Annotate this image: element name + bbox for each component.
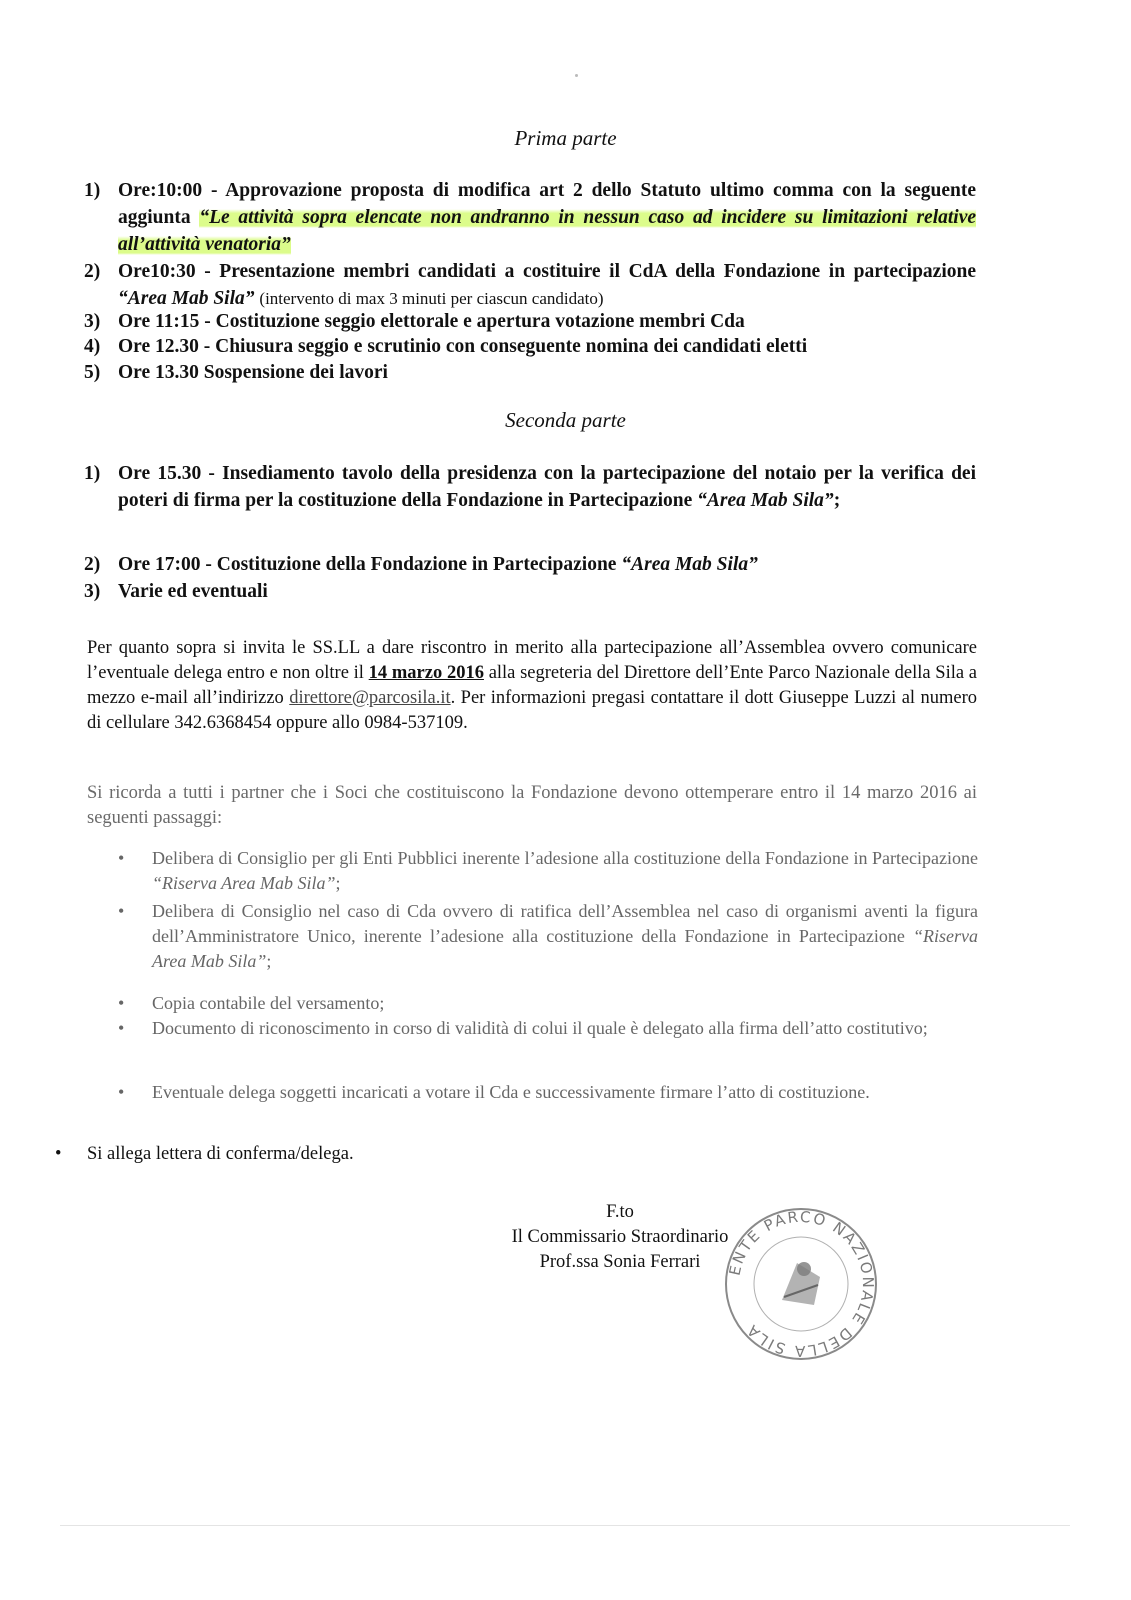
list-item: • Delibera di Consiglio nel caso di Cda ovvero di ratifica dell’Assemblea nel caso di organismi aventi la figura dell’Amministratore Unico, inerente l’adesione alla costituzione della Fondazione in Partecipazione “Riserva Area Mab Sila”; xyxy=(118,901,979,971)
highlighted-quote: “Le attività sopra elencate non andranno in nessun caso ad incidere su limitazioni relative all’attività venatoria” xyxy=(118,207,977,255)
signature-block xyxy=(480,1200,760,1275)
item-text: - Approvazione proposta di modifica art 2 dello Statuto ultimo comma con la seguente aggiunta xyxy=(118,180,976,228)
item-number: 4) xyxy=(84,336,101,357)
section-heading-prima: Prima parte xyxy=(514,126,617,150)
item-time: Ore:10:00 xyxy=(118,180,203,201)
bullet-dot: • xyxy=(118,993,125,1013)
item-tail: ; xyxy=(833,490,841,511)
item-text: - Presentazione membri candidati a costituire il CdA della Fondazione in partecipazione xyxy=(204,261,977,282)
item-text: Ore 13.30 Sospensione dei lavori xyxy=(118,362,388,383)
item-number: 1) xyxy=(84,180,101,201)
item-number: 2) xyxy=(84,261,101,282)
fondazione-name: “Area Mab Sila” xyxy=(118,288,255,309)
scan-speck xyxy=(575,74,578,77)
item-note: (intervento di max 3 minuti per ciascun candidato) xyxy=(259,289,604,308)
item-number: 3) xyxy=(84,311,101,332)
svg-text:ENTE PARCO NAZIONALE DELLA SIL: ENTE PARCO NAZIONALE DELLA SILA xyxy=(725,1207,878,1361)
section-heading-seconda: Seconda parte xyxy=(505,408,626,432)
list-item: • Documento di riconoscimento in corso di validità di colui il quale è delegato alla firma dell’atto costitutivo; xyxy=(118,1016,978,1041)
signature-name: Prof.ssa Sonia Ferrari xyxy=(539,1252,701,1272)
item-text: Varie ed eventuali xyxy=(118,581,268,602)
signature-fto: F.to xyxy=(606,1202,634,1222)
fondazione-name: “Area Mab Sila” xyxy=(621,554,758,575)
agenda-item-s2-2 xyxy=(84,551,976,578)
bullet-dot: • xyxy=(55,1144,62,1164)
item-time: Ore10:30 xyxy=(118,261,196,282)
bullet-dot: • xyxy=(118,848,125,868)
item-number: 3) xyxy=(84,581,101,602)
official-stamp xyxy=(722,1205,880,1363)
agenda-item-1 xyxy=(84,177,976,258)
item-text: Ore 12.30 - Chiusura seggio e scrutinio con conseguente nomina dei candidati eletti xyxy=(118,336,808,357)
list-item: • Eventuale delega soggetti incaricati a votare il Cda e successivamente firmare l’atto di costituzione. xyxy=(118,1080,978,1105)
agenda-item-4 xyxy=(84,333,976,360)
item-number: 5) xyxy=(84,362,101,383)
email-link[interactable]: direttore@parcosila.it xyxy=(289,688,451,708)
signature-role: Il Commissario Straordinario xyxy=(511,1227,729,1247)
bullet-dot: • xyxy=(118,901,125,921)
reminder-intro: Si ricorda a tutti i partner che i Soci che costituiscono la Fondazione devono ottemperare entro il 14 marzo 2016 ai seguenti passaggi: xyxy=(87,783,977,828)
agenda-item-2 xyxy=(84,258,976,312)
list-item: • Delibera di Consiglio per gli Enti Pubblici inerente l’adesione alla costituzione della Fondazione in Partecipazione “Riserva Area Mab Sila”; xyxy=(118,848,978,893)
list-item: • Copia contabile del versamento; xyxy=(118,991,978,1016)
attachment-note: • Si allega lettera di conferma/delega. xyxy=(55,1144,354,1164)
item-number: 2) xyxy=(84,554,101,575)
agenda-item-5 xyxy=(84,359,976,386)
item-number: 1) xyxy=(84,463,101,484)
item-text: Ore 11:15 - Costituzione seggio elettorale e apertura votazione membri Cda xyxy=(118,311,745,332)
invite-paragraph: Per quanto sopra si invita le SS.LL a dare riscontro in merito alla partecipazione all’Assemblea ovvero comunicare l’eventuale delega entro e non oltre il 14 marzo 2016 alla segreteria del Direttore dell’Ente Parco Nazionale della Sila a mezzo e-mail all’indirizzo direttore@parcosila.it. Per informazioni pregasi contattare il dott Giuseppe Luzzi al numero di cellulare 342.6368454 oppure allo 0984-537109. xyxy=(87,638,978,733)
bullet-dot: • xyxy=(118,1082,125,1102)
item-text: Ore 15.30 - Insediamento tavolo della presidenza con la partecipazione del notaio per la verifica dei poteri di firma per la costituzione della Fondazione in Partecipazione xyxy=(118,463,976,511)
deadline-date: 14 marzo 2016 xyxy=(368,663,484,683)
agenda-item-s2-3 xyxy=(84,578,976,605)
page-bottom-line xyxy=(60,1525,1070,1526)
item-text: Ore 17:00 - Costituzione della Fondazione in Partecipazione xyxy=(118,554,617,575)
bullet-dot: • xyxy=(118,1018,125,1038)
agenda-item-s2-1 xyxy=(84,460,976,514)
stamp-emblem xyxy=(782,1262,820,1305)
fondazione-name: “Area Mab Sila” xyxy=(697,490,834,511)
agenda-item-3 xyxy=(84,308,976,335)
